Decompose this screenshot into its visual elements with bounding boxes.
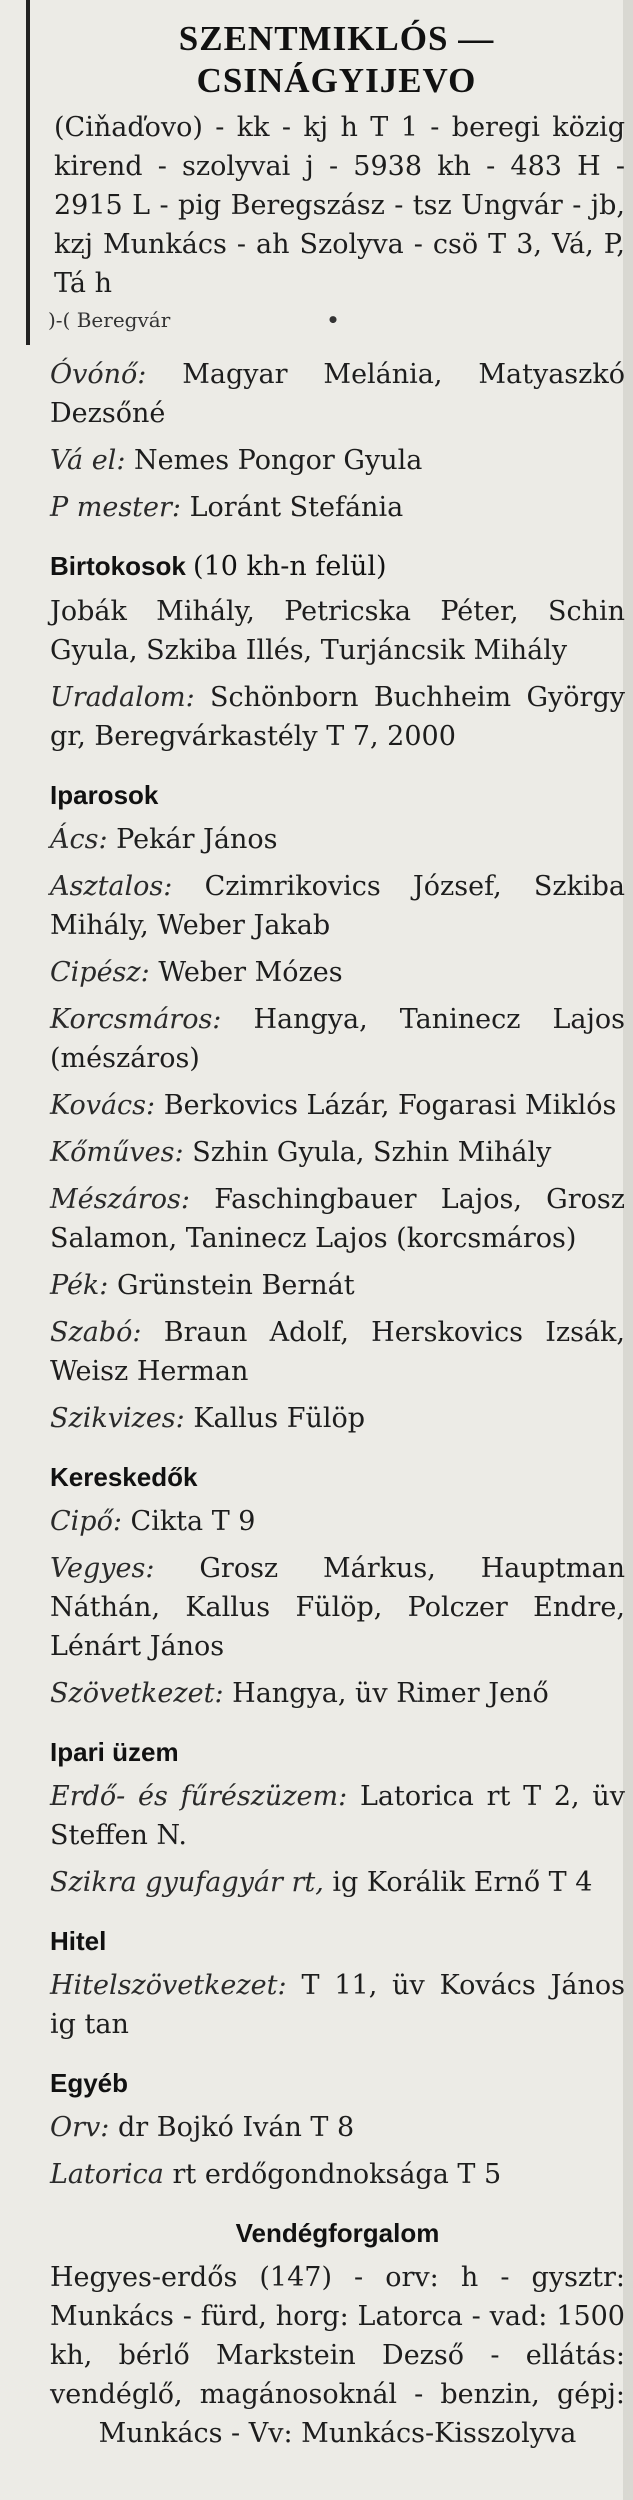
entry-label: Vá el:	[50, 445, 126, 476]
entry-value: Cikta T 9	[130, 1506, 256, 1537]
entry-value: Hangya, Taninecz Lajos (mészáros)	[50, 1004, 625, 1074]
official-entry	[50, 355, 625, 433]
section-heading-note: (10 kh-n felül)	[193, 551, 387, 582]
entry-value: Hangya, üv Rimer Jenő	[232, 1678, 549, 1709]
trade-entry	[50, 1086, 625, 1125]
entry-value: Pekár János	[116, 824, 278, 855]
left-edge-rule	[26, 0, 30, 345]
entry-label: Szövetkezet:	[50, 1678, 224, 1709]
trade-entry	[50, 867, 625, 945]
entry-label: Asztalos:	[50, 871, 173, 902]
other-entry	[50, 2108, 625, 2147]
entry-label: Vegyes:	[50, 1553, 155, 1584]
locality-title	[48, 18, 625, 102]
merchant-entry	[50, 1549, 625, 1666]
postal-place: Beregvár	[76, 308, 171, 332]
entry-label: Pék:	[50, 1270, 109, 1301]
section-title-birtokosok	[50, 547, 625, 586]
locality-header	[40, 0, 625, 333]
credit-entry	[50, 1966, 625, 2044]
entry-value: Kallus Fülöp	[193, 1403, 366, 1434]
industry-entry	[50, 1863, 625, 1902]
directory-body	[40, 355, 625, 2453]
section-title-iparosok: Iparosok	[50, 780, 159, 810]
official-entry	[50, 441, 625, 480]
entry-label: Szikvizes:	[50, 1403, 185, 1434]
entry-value: ig Korálik Ernő T 4	[332, 1867, 593, 1898]
entry-value: rt erdőgondnoksága T 5	[172, 2159, 502, 2190]
estate-entry	[50, 678, 625, 756]
entry-value: Berkovics Lázár, Fogarasi Miklós	[163, 1090, 617, 1121]
official-entry	[50, 488, 625, 527]
merchant-entry	[50, 1502, 625, 1541]
entry-label: Latorica	[50, 2159, 164, 2190]
entry-value: Grosz Márkus, Hauptman Náthán, Kallus Fülöp, Polczer Endre, Lénárt János	[50, 1553, 625, 1662]
postal-line	[48, 307, 625, 333]
trade-entry	[50, 1313, 625, 1391]
entry-label: Orv:	[50, 2112, 110, 2143]
entry-label: Szabó:	[50, 1317, 142, 1348]
entry-value: Magyar Melánia, Matyaszkó Dezsőné	[50, 359, 625, 429]
section-title-vendegforgalom: Vendégforgalom	[235, 2218, 440, 2248]
entry-value: Czimrikovics József, Szkiba Mihály, Weber Jakab	[50, 871, 625, 941]
trade-entry	[50, 1266, 625, 1305]
entry-value: T 11, üv Kovács János ig tan	[50, 1970, 625, 2040]
landowner-names: Jobák Mihály, Petricska Péter, Schin Gyula, Szkiba Illés, Turjáncsik Mihály	[50, 596, 625, 666]
industry-entry	[50, 1777, 625, 1855]
postal-dot: •	[326, 308, 340, 332]
trade-entry	[50, 1133, 625, 1172]
entry-value: Schönborn Buchheim György gr, Beregvárkastély T 7, 2000	[50, 682, 625, 752]
entry-label: Cipész:	[50, 957, 150, 988]
entry-value: Grünstein Bernát	[116, 1270, 355, 1301]
other-entry	[50, 2155, 625, 2194]
entry-label: Ács:	[50, 824, 108, 855]
section-title-hitel: Hitel	[50, 1926, 107, 1956]
entry-label: Cipő:	[50, 1506, 122, 1537]
entry-value: dr Bojkó Iván T 8	[118, 2112, 355, 2143]
entry-value: Latorica rt T 2, üv Steffen N.	[50, 1781, 625, 1851]
tourism-description: Hegyes-erdős (147) - orv: h - gysztr: Munkács - fürd, horg: Latorca - vad: 1500 kh, bérlő Markstein Dezső - ellátás: vendéglő, magánosoknál - benzin, gépj: Munkács - Vv: Munkács-Kisszolyva	[50, 2262, 625, 2449]
postal-symbol: )-(	[48, 308, 71, 332]
entry-label: Korcsmáros:	[50, 1004, 222, 1035]
trade-entry	[50, 953, 625, 992]
entry-label: Uradalom:	[50, 682, 195, 713]
title-line-2: CSINÁGYIJEVO	[196, 61, 477, 100]
entry-label: Kőműves:	[50, 1137, 184, 1168]
entry-value: Weber Mózes	[158, 957, 343, 988]
entry-value: Nemes Pongor Gyula	[134, 445, 423, 476]
merchant-entry	[50, 1674, 625, 1713]
section-heading: Birtokosok	[50, 551, 186, 581]
section-title-egyeb: Egyéb	[50, 2068, 129, 2098]
section-title-ipari-uzem: Ipari üzem	[50, 1737, 179, 1767]
entry-label: P mester:	[50, 492, 182, 523]
entry-value: Braun Adolf, Herskovics Izsák, Weisz Herman	[50, 1317, 625, 1387]
trade-entry	[50, 1399, 625, 1438]
entry-label: Kovács:	[50, 1090, 156, 1121]
entry-value: Szhin Gyula, Szhin Mihály	[192, 1137, 552, 1168]
entry-label: Mészáros:	[50, 1184, 190, 1215]
entry-value: Loránt Stefánia	[189, 492, 404, 523]
text-column	[40, 0, 625, 2453]
locality-description: (Ciňaďovo) - kk - kj h T 1 - beregi közig kirend - szolyvai j - 5938 kh - 483 H - 2915 L - pig Beregszász - tsz Ungvár - jb, kzj Munkács - ah Szolyva - csö T 3, Vá, P, Tá h	[54, 112, 625, 299]
entry-label: Óvónő:	[50, 359, 147, 390]
section-title-kereskedok: Kereskedők	[50, 1462, 198, 1492]
entry-value: Faschingbauer Lajos, Grosz Salamon, Taninecz Lajos (korcsmáros)	[50, 1184, 625, 1254]
title-line-1: SZENTMIKLÓS —	[178, 19, 495, 58]
trade-entry	[50, 820, 625, 859]
entry-label: Erdő- és fűrészüzem:	[50, 1781, 348, 1812]
entry-label: Hitelszövetkezet:	[50, 1970, 287, 2001]
trade-entry	[50, 1180, 625, 1258]
entry-label: Szikra gyufagyár rt,	[50, 1867, 324, 1898]
trade-entry	[50, 1000, 625, 1078]
